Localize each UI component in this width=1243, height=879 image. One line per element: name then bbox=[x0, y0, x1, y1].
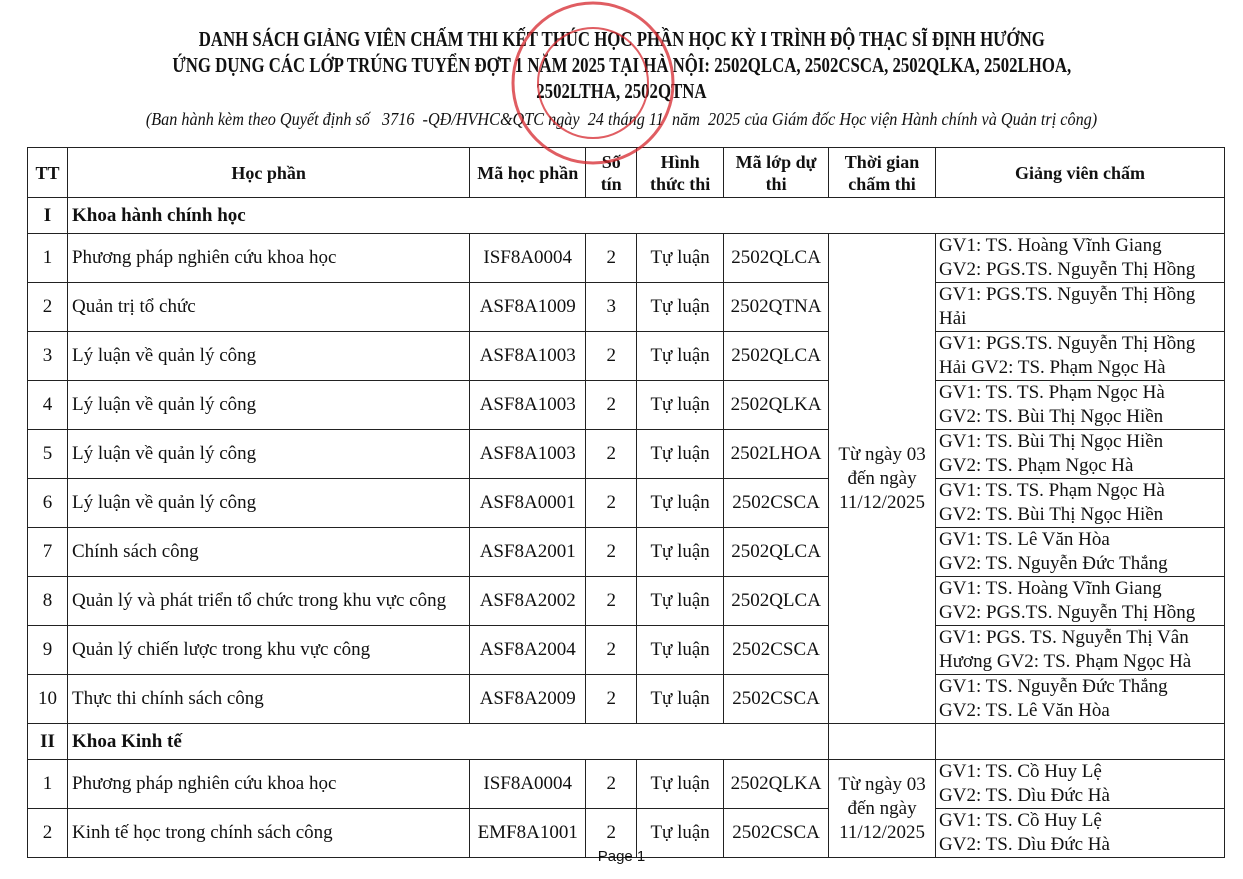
row-number: 5 bbox=[28, 430, 68, 479]
grader-table bbox=[27, 147, 1225, 858]
course-code: ASF8A2002 bbox=[470, 577, 586, 626]
graders bbox=[936, 626, 1225, 675]
exam-format: Tự luận bbox=[637, 381, 724, 430]
grading-period: Từ ngày 03 đến ngày 11/12/2025 bbox=[829, 234, 936, 724]
class-code: 2502QLCA bbox=[724, 332, 829, 381]
table-row bbox=[28, 479, 1225, 528]
exam-format: Tự luận bbox=[637, 675, 724, 724]
class-code: 2502CSCA bbox=[724, 675, 829, 724]
course-name: Thực thi chính sách công bbox=[67, 675, 469, 724]
row-number: 1 bbox=[28, 234, 68, 283]
course-name: Quản trị tổ chức bbox=[67, 283, 469, 332]
grader-line: GV1: TS. Hoàng Vĩnh Giang bbox=[939, 235, 1162, 256]
course-code: ASF8A1009 bbox=[470, 283, 586, 332]
course-name: Lý luận về quản lý công bbox=[67, 479, 469, 528]
grader-line: GV2: TS. Dìu Đức Hà bbox=[939, 834, 1110, 855]
class-code: 2502CSCA bbox=[724, 626, 829, 675]
exam-format: Tự luận bbox=[637, 809, 724, 858]
graders bbox=[936, 760, 1225, 809]
class-code: 2502QTNA bbox=[724, 283, 829, 332]
subtitle-text: (Ban hành kèm theo Quyết định số 3716 -QĐ/HVHC&QTC ngày 24 tháng 11 năm 2025 của Giám đốc Học viện Hành chính và Quản trị công) bbox=[145, 109, 1098, 129]
class-code: 2502QLKA bbox=[724, 760, 829, 809]
row-number: 4 bbox=[28, 381, 68, 430]
exam-format: Tự luận bbox=[637, 283, 724, 332]
document-title bbox=[0, 26, 1243, 104]
exam-format: Tự luận bbox=[637, 430, 724, 479]
credits: 3 bbox=[586, 283, 637, 332]
section-number: I bbox=[28, 198, 68, 234]
table-row bbox=[28, 760, 1225, 809]
class-code: 2502QLCA bbox=[724, 577, 829, 626]
row-number: 3 bbox=[28, 332, 68, 381]
class-code: 2502QLCA bbox=[724, 234, 829, 283]
grader-line: GV1: TS. Hoàng Vĩnh Giang bbox=[939, 578, 1162, 599]
column-header: Học phần bbox=[67, 148, 469, 198]
course-code: ASF8A0001 bbox=[470, 479, 586, 528]
graders bbox=[936, 675, 1225, 724]
course-code: ASF8A2001 bbox=[470, 528, 586, 577]
grader-line: GV1: TS. Cồ Huy Lệ bbox=[939, 810, 1102, 831]
section-row bbox=[28, 198, 1225, 234]
table-row bbox=[28, 626, 1225, 675]
table-row bbox=[28, 577, 1225, 626]
exam-format: Tự luận bbox=[637, 760, 724, 809]
class-code: 2502QLKA bbox=[724, 381, 829, 430]
course-name: Lý luận về quản lý công bbox=[67, 332, 469, 381]
credits: 2 bbox=[586, 528, 637, 577]
course-code: ASF8A2009 bbox=[470, 675, 586, 724]
graders bbox=[936, 283, 1225, 332]
course-code: EMF8A1001 bbox=[470, 809, 586, 858]
grader-line: GV2: TS. Nguyễn Đức Thắng bbox=[939, 553, 1168, 574]
title-line: DANH SÁCH GIẢNG VIÊN CHẤM THI KẾT THÚC HỌC PHẦN HỌC KỲ I TRÌNH ĐỘ THẠC SĨ ĐỊNH HƯỚNG bbox=[198, 27, 1045, 51]
column-header: Số tín bbox=[586, 148, 637, 198]
section-name: Khoa hành chính học bbox=[67, 198, 1224, 234]
grader-line: GV1: TS. Bùi Thị Ngọc Hiền bbox=[939, 431, 1164, 452]
course-code: ASF8A2004 bbox=[470, 626, 586, 675]
exam-format: Tự luận bbox=[637, 626, 724, 675]
credits: 2 bbox=[586, 675, 637, 724]
column-header: Hình thức thi bbox=[637, 148, 724, 198]
grader-line: Hải bbox=[939, 308, 967, 329]
course-code: ASF8A1003 bbox=[470, 381, 586, 430]
section-number: II bbox=[28, 724, 68, 760]
course-name: Phương pháp nghiên cứu khoa học bbox=[67, 234, 469, 283]
title-line: 2502LTHA, 2502QTNA bbox=[536, 79, 707, 103]
row-number: 7 bbox=[28, 528, 68, 577]
document-subtitle bbox=[0, 108, 1243, 130]
title-line: ỨNG DỤNG CÁC LỚP TRÚNG TUYỂN ĐỢT 1 NĂM 2025 TẠI HÀ NỘI: 2502QLCA, 2502CSCA, 2502QLKA, 2502LHOA, bbox=[172, 53, 1071, 77]
course-code: ASF8A1003 bbox=[470, 430, 586, 479]
grader-line: GV2: TS. Lê Văn Hòa bbox=[939, 700, 1110, 721]
grader-line: GV2: TS. Bùi Thị Ngọc Hiền bbox=[939, 504, 1164, 525]
grader-line: GV1: TS. Nguyễn Đức Thắng bbox=[939, 676, 1168, 697]
class-code: 2502LHOA bbox=[724, 430, 829, 479]
empty-cell bbox=[936, 724, 1225, 760]
credits: 2 bbox=[586, 809, 637, 858]
column-header: Mã lớp dự thi bbox=[724, 148, 829, 198]
section-row bbox=[28, 724, 1225, 760]
graders bbox=[936, 430, 1225, 479]
credits: 2 bbox=[586, 577, 637, 626]
graders bbox=[936, 332, 1225, 381]
table-row bbox=[28, 234, 1225, 283]
exam-format: Tự luận bbox=[637, 479, 724, 528]
graders bbox=[936, 528, 1225, 577]
exam-format: Tự luận bbox=[637, 528, 724, 577]
credits: 2 bbox=[586, 381, 637, 430]
row-number: 9 bbox=[28, 626, 68, 675]
grader-line: GV2: PGS.TS. Nguyễn Thị Hồng bbox=[939, 259, 1196, 280]
course-code: ASF8A1003 bbox=[470, 332, 586, 381]
credits: 2 bbox=[586, 234, 637, 283]
table-row bbox=[28, 675, 1225, 724]
exam-format: Tự luận bbox=[637, 577, 724, 626]
course-name: Lý luận về quản lý công bbox=[67, 381, 469, 430]
grader-line: Hương GV2: TS. Phạm Ngọc Hà bbox=[939, 651, 1192, 672]
grader-line: Hải GV2: TS. Phạm Ngọc Hà bbox=[939, 357, 1166, 378]
empty-cell bbox=[829, 724, 936, 760]
exam-format: Tự luận bbox=[637, 332, 724, 381]
grader-line: GV2: TS. Dìu Đức Hà bbox=[939, 785, 1110, 806]
row-number: 2 bbox=[28, 283, 68, 332]
course-code: ISF8A0004 bbox=[470, 234, 586, 283]
course-name: Phương pháp nghiên cứu khoa học bbox=[67, 760, 469, 809]
row-number: 2 bbox=[28, 809, 68, 858]
grader-line: GV2: PGS.TS. Nguyễn Thị Hồng bbox=[939, 602, 1196, 623]
grader-line: GV1: TS. TS. Phạm Ngọc Hà bbox=[939, 480, 1165, 501]
credits: 2 bbox=[586, 626, 637, 675]
column-header: Giảng viên chấm bbox=[936, 148, 1225, 198]
course-name: Lý luận về quản lý công bbox=[67, 430, 469, 479]
grader-line: GV1: TS. TS. Phạm Ngọc Hà bbox=[939, 382, 1165, 403]
course-name: Chính sách công bbox=[67, 528, 469, 577]
grader-line: GV1: TS. Cồ Huy Lệ bbox=[939, 761, 1102, 782]
course-name: Quản lý và phát triển tổ chức trong khu vực công bbox=[67, 577, 469, 626]
table-row bbox=[28, 430, 1225, 479]
class-code: 2502CSCA bbox=[724, 479, 829, 528]
grader-line: GV1: PGS. TS. Nguyễn Thị Vân bbox=[939, 627, 1189, 648]
grader-line: GV1: PGS.TS. Nguyễn Thị Hồng bbox=[939, 333, 1196, 354]
page-number: Page 1 bbox=[597, 848, 646, 865]
column-header: Mã học phần bbox=[470, 148, 586, 198]
table-row bbox=[28, 528, 1225, 577]
course-code: ISF8A0004 bbox=[470, 760, 586, 809]
table-row bbox=[28, 381, 1225, 430]
graders bbox=[936, 479, 1225, 528]
row-number: 8 bbox=[28, 577, 68, 626]
graders bbox=[936, 381, 1225, 430]
credits: 2 bbox=[586, 760, 637, 809]
row-number: 1 bbox=[28, 760, 68, 809]
table-row bbox=[28, 332, 1225, 381]
grader-line: GV2: TS. Phạm Ngọc Hà bbox=[939, 455, 1134, 476]
grader-line: GV1: PGS.TS. Nguyễn Thị Hồng bbox=[939, 284, 1196, 305]
grading-period: Từ ngày 03 đến ngày 11/12/2025 bbox=[829, 760, 936, 858]
grader-line: GV1: TS. Lê Văn Hòa bbox=[939, 529, 1110, 550]
credits: 2 bbox=[586, 332, 637, 381]
course-name: Kinh tế học trong chính sách công bbox=[67, 809, 469, 858]
class-code: 2502QLCA bbox=[724, 528, 829, 577]
graders bbox=[936, 577, 1225, 626]
column-header: TT bbox=[28, 148, 68, 198]
table-row bbox=[28, 283, 1225, 332]
course-name: Quản lý chiến lược trong khu vực công bbox=[67, 626, 469, 675]
grader-line: GV2: TS. Bùi Thị Ngọc Hiền bbox=[939, 406, 1164, 427]
credits: 2 bbox=[586, 430, 637, 479]
section-name: Khoa Kinh tế bbox=[67, 724, 828, 760]
graders bbox=[936, 234, 1225, 283]
exam-format: Tự luận bbox=[637, 234, 724, 283]
class-code: 2502CSCA bbox=[724, 809, 829, 858]
row-number: 6 bbox=[28, 479, 68, 528]
row-number: 10 bbox=[28, 675, 68, 724]
credits: 2 bbox=[586, 479, 637, 528]
column-header: Thời gian chấm thi bbox=[829, 148, 936, 198]
